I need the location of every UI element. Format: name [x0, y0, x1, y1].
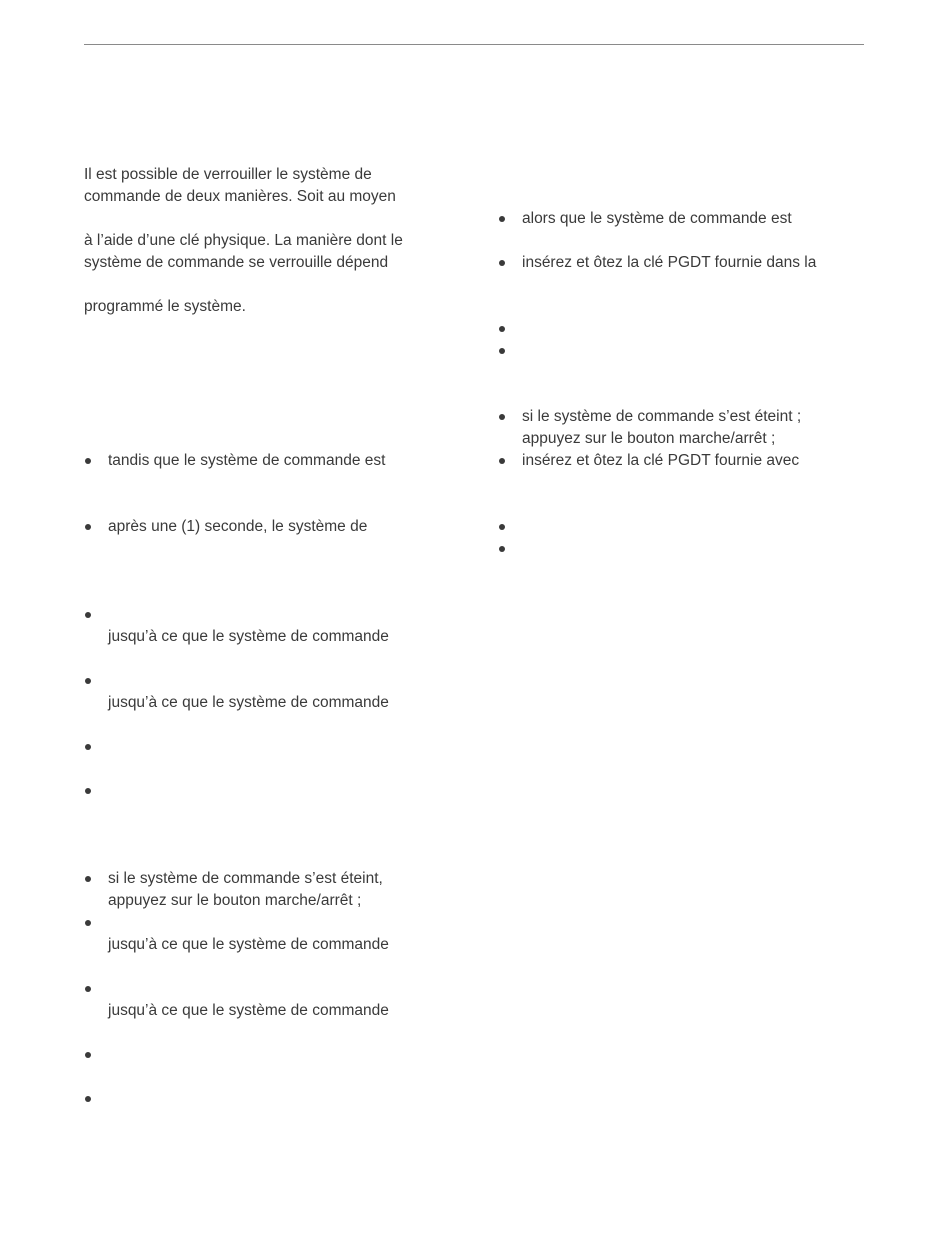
- list-item-text: tandis que le système de commande est: [108, 452, 386, 469]
- bullet-icon: [499, 546, 505, 552]
- bullet-icon: [85, 1096, 91, 1102]
- list-item-text: jusqu’à ce que le système de commande: [108, 628, 389, 645]
- bullet-icon: [85, 744, 91, 750]
- list-item-text: appuyez sur le bouton marche/arrêt ;: [522, 430, 776, 447]
- bullet-icon: [85, 876, 91, 882]
- bullet-icon: [85, 678, 91, 684]
- list-item-text: jusqu’à ce que le système de commande: [108, 1002, 389, 1019]
- bullet-icon: [499, 326, 505, 332]
- bullet-icon: [499, 216, 505, 222]
- bullet-icon: [499, 348, 505, 354]
- intro-line: programmé le système.: [84, 298, 246, 315]
- header-rule: [84, 44, 864, 45]
- bullet-icon: [85, 920, 91, 926]
- list-item-text: si le système de commande s’est éteint,: [108, 870, 383, 887]
- intro-line: Il est possible de verrouiller le système de: [84, 166, 372, 183]
- bullet-icon: [85, 1052, 91, 1058]
- bullet-icon: [85, 458, 91, 464]
- list-item-text: si le système de commande s’est éteint ;: [522, 408, 802, 425]
- list-item-text: alors que le système de commande est: [522, 210, 792, 227]
- list-item-text: jusqu’à ce que le système de commande: [108, 936, 389, 953]
- intro-line: à l’aide d’une clé physique. La manière dont le: [84, 232, 403, 249]
- intro-line: commande de deux manières. Soit au moyen: [84, 188, 396, 205]
- bullet-icon: [499, 260, 505, 266]
- list-item-text: appuyez sur le bouton marche/arrêt ;: [108, 892, 362, 909]
- list-item-text: jusqu’à ce que le système de commande: [108, 694, 389, 711]
- bullet-icon: [499, 524, 505, 530]
- list-item-text: insérez et ôtez la clé PGDT fournie avec: [522, 452, 800, 469]
- list-item-text: après une (1) seconde, le système de: [108, 518, 368, 535]
- bullet-icon: [85, 524, 91, 530]
- bullet-icon: [85, 612, 91, 618]
- bullet-icon: [499, 458, 505, 464]
- intro-line: système de commande se verrouille dépend: [84, 254, 389, 271]
- bullet-icon: [85, 986, 91, 992]
- bullet-icon: [499, 414, 505, 420]
- bullet-icon: [85, 788, 91, 794]
- list-item-text: insérez et ôtez la clé PGDT fournie dans la: [522, 254, 817, 271]
